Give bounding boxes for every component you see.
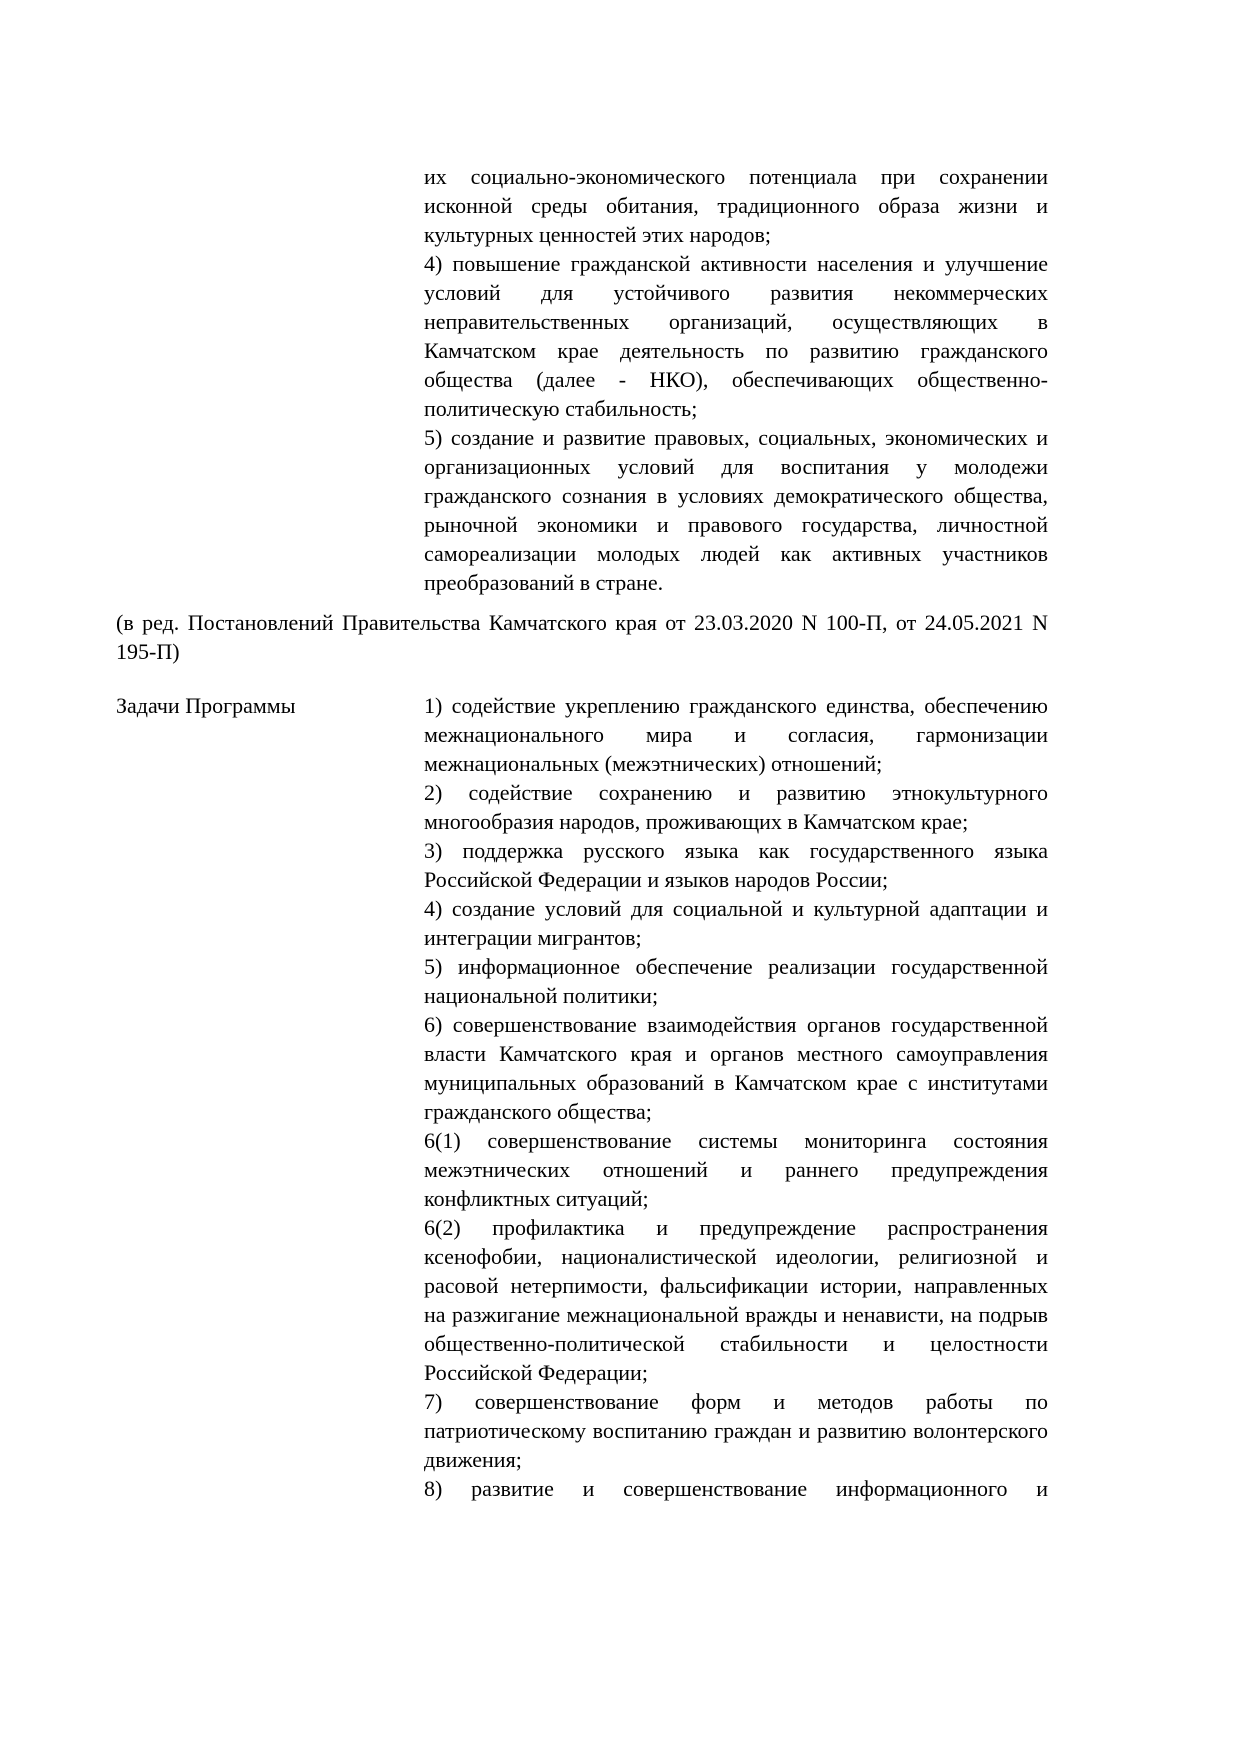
tasks-label: Задачи Программы bbox=[116, 693, 296, 718]
task-item: 5) информационное обеспечение реализации государственной национальной политики; bbox=[424, 954, 1048, 1008]
task-item: 7) совершенствование форм и методов работы по патриотическому воспитанию граждан и развитию волонтерского движения; bbox=[424, 1389, 1048, 1472]
amendment-note: (в ред. Постановлений Правительства Камчатского края от 23.03.2020 N 100-П, от 24.05.2021 N 195-П) bbox=[116, 610, 1048, 664]
goals-continuation-section bbox=[424, 162, 1048, 597]
task-item-truncated: 8) развитие и совершенствование информационного и bbox=[424, 1476, 1048, 1501]
tasks-text-column bbox=[424, 691, 1048, 1503]
continuation-paragraph: 5) создание и развитие правовых, социальных, экономических и организационных условий для воспитания у молодежи гражданского сознания в условиях демократического общества, рыночной экономики и правового государства, личностной самореализации молодых людей как активных участников преобразований в стране. bbox=[424, 425, 1048, 595]
tasks-section bbox=[116, 691, 1048, 1503]
continuation-paragraph: 4) повышение гражданской активности населения и улучшение условий для устойчивого развития некоммерческих неправительственных организаций, осуществляющих в Камчатском крае деятельность по развитию гражданского общества (далее - НКО), обеспечивающих общественно-политическую стабильность; bbox=[424, 251, 1048, 421]
task-item: 6) совершенствование взаимодействия органов государственной власти Камчатского края и органов местного самоуправления муниципальных образований в Камчатском крае с институтами гражданского общества; bbox=[424, 1012, 1048, 1124]
tasks-label-column bbox=[116, 691, 424, 720]
continuation-paragraph: их социально-экономического потенциала при сохранении исконной среды обитания, традиционного образа жизни и культурных ценностей этих народов; bbox=[424, 164, 1048, 247]
task-item: 1) содействие укреплению гражданского единства, обеспечению межнационального мира и согласия, гармонизации межнациональных (межэтнических) отношений; bbox=[424, 693, 1048, 776]
task-item: 2) содействие сохранению и развитию этнокультурного многообразия народов, проживающих в Камчатском крае; bbox=[424, 780, 1048, 834]
task-item: 6(1) совершенствование системы мониторинга состояния межэтнических отношений и раннего предупреждения конфликтных ситуаций; bbox=[424, 1128, 1048, 1211]
task-item: 4) создание условий для социальной и культурной адаптации и интеграции мигрантов; bbox=[424, 896, 1048, 950]
task-item: 6(2) профилактика и предупреждение распространения ксенофобии, националистической идеологии, религиозной и расовой нетерпимости, фальсификации истории, направленных на разжигание межнациональной вражды и ненависти, на подрыв общественно-политической стабильности и целостности Российской Федерации; bbox=[424, 1215, 1048, 1385]
task-item: 3) поддержка русского языка как государственного языка Российской Федерации и языков народов России; bbox=[424, 838, 1048, 892]
